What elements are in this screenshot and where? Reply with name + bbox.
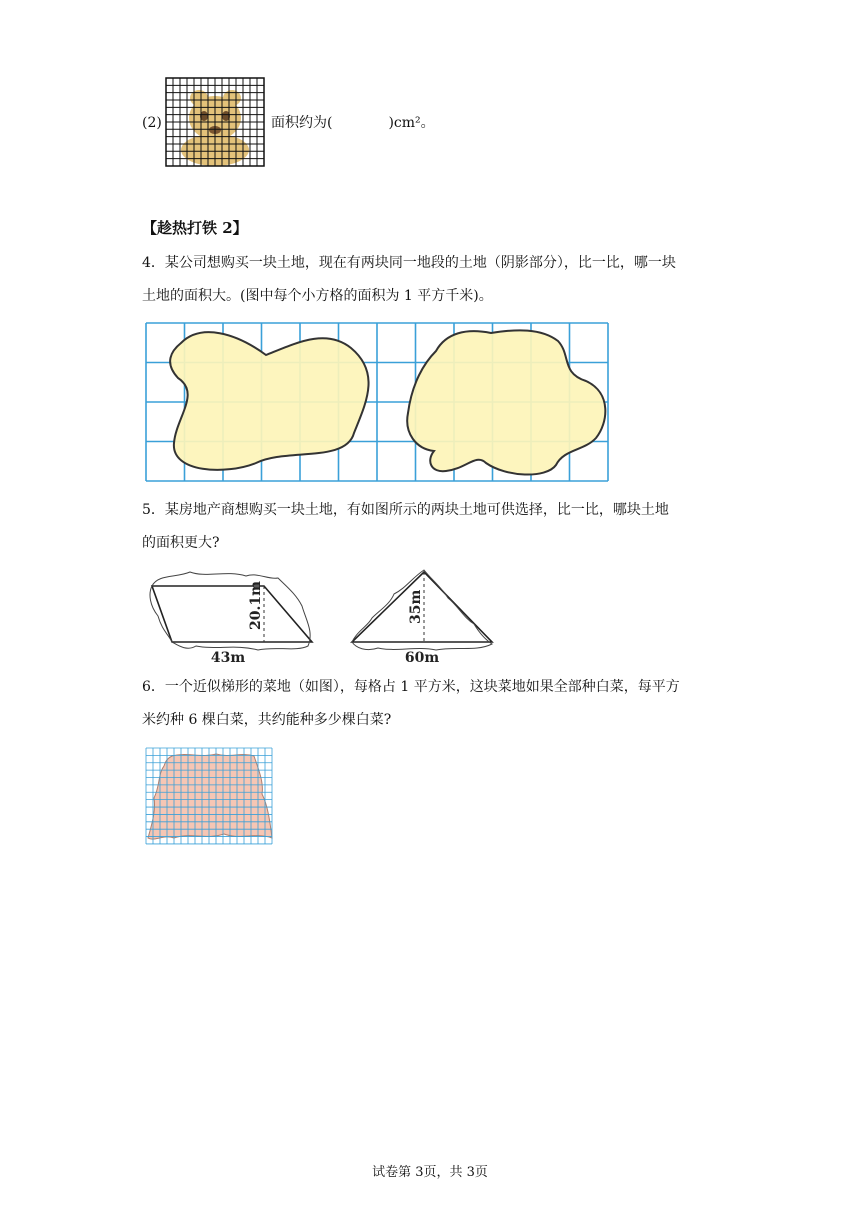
land-b-shape	[407, 330, 605, 474]
question-5-line-2: 的面积更大?	[142, 535, 220, 551]
question-4	[142, 247, 732, 313]
bear-grid-figure	[166, 78, 264, 166]
triangle-base-label: 60m	[404, 650, 440, 666]
parallelogram-height-label: 20.1m	[248, 581, 264, 630]
area-prompt: 面积约为( )cm²。	[271, 115, 435, 131]
question-4-line-2: 土地的面积大。(图中每个小方格的面积为 1 平方千米)。	[142, 288, 493, 304]
land-a-shape	[170, 332, 368, 470]
parallelogram-base-label: 43m	[210, 650, 246, 666]
page-footer: 试卷第 3页，共 3页	[372, 1165, 488, 1180]
question-6-line-2: 米约种 6 棵白菜，共约能种多少棵白菜?	[142, 712, 392, 728]
question-6-line-1: 6．一个近似梯形的菜地（如图），每格占 1 平方米，这块菜地如果全部种白菜，每平方	[142, 679, 680, 695]
question-6	[142, 671, 732, 737]
item-label: (2)	[142, 115, 162, 131]
section-title: 【趁热打铁 2】	[142, 219, 248, 237]
land-shapes-figure	[146, 564, 496, 668]
question-4-line-1: 4．某公司想购买一块土地，现在有两块同一地段的土地（阴影部分），比一比，哪一块	[142, 255, 676, 271]
parallelogram-shape	[152, 586, 312, 642]
trapezoid-plot-figure	[146, 748, 272, 844]
question-5	[142, 494, 732, 560]
land-comparison-figure	[146, 323, 608, 481]
question-5-line-1: 5．某房地产商想购买一块土地，有如图所示的两块土地可供选择，比一比，哪块土地	[142, 502, 669, 518]
triangle-height-label: 35m	[408, 589, 424, 624]
